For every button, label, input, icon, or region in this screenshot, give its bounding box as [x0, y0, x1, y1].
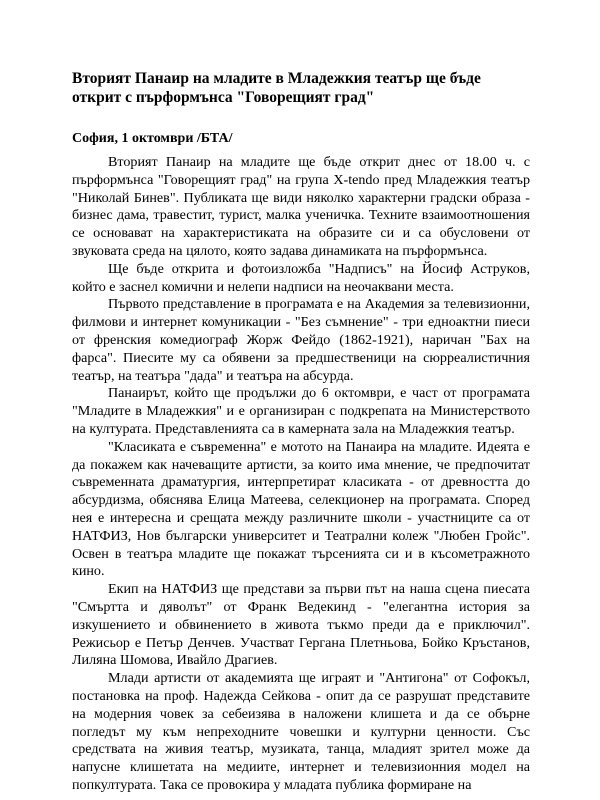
article-paragraph: Ще бъде открита и фотоизложба "Надписъ" на Йосиф Аструков, който е заснел комични и нелепи надписи на неочаквани места. [72, 260, 530, 295]
article-dateline: София, 1 октомври /БТА/ [72, 131, 233, 146]
article-paragraph: Вторият Панаир на младите ще бъде открит днес от 18.00 ч. с пърформънса "Говорещият град" на група X-tendo пред Младежкия театър "Николай Бинев". Публиката ще види няколко характерни градски образа - бизнес дама, травестит, турист, малка ученичка. Техните взаимоотношения се основават на характеристиката на образите си и са обусловени от звуковата среда на цялото, която задава динамиката на пърформънса. [72, 154, 530, 259]
article-paragraph: Първото представление в програмата е на Академия за телевизионни, филмови и интернет комуникации - "Без съмнение" - три едноактни пиеси от френския комедиограф Жорж Фейдо (1862-1921), наричан "Бах на фарса". Пиесите му са обявени за предшественици на сюрреалистичния театър, на театъра "дада" и театъра на абсурда. [72, 296, 530, 384]
article-title: Вторият Панаир на младите в Младежкия театър ще бъде открит с пърформънса "Говорещият град" [72, 70, 481, 106]
article-paragraph: Екип на НАТФИЗ ще представи за първи път на наша сцена пиесата "Смъртта и дяволът" от Франк Ведекинд - "елегантна история за изкушението и обвинението в живота тъкмо преди да е приключил". Режисьор е Петър Денчев. Участват Гергана Плетньова, Бойко Кръстанов, Лиляна Шомова, Ивайло Драгиев. [72, 581, 530, 669]
article-body [72, 154, 530, 795]
article-paragraph: "Класиката е съвременна" е мотото на Панаира на младите. Идеята е да покажем как начеващите артисти, за които има мнение, че предпочитат съвременната драматургия, интерпретират класиката - от древността до абсурдизма, обяснява Елица Матеева, селекционер на програмата. Според нея е интересна и срещата между различните школи - участниците са от НАТФИЗ, Нов български университет и Театрални колеж "Любен Гройс". Освен в театъра младите ще покажат търсенията си и в късометражното кино. [72, 438, 530, 580]
article-paragraph: Млади артисти от академията ще играят и "Антигона" от Софокъл, постановка на проф. Надежда Сейкова - опит да се разрушат представите на модерния човек за себеизява в наложени клишета и да се обърне погледът му към непреходните човешки и културни ценности. Със средствата на живия театър, музиката, танца, младият зрител може да напусне клишетата на медиите, интернет и телевизионния модел на попкултурата. Така се провокира у младата публика формиране на [72, 670, 530, 793]
article-paragraph: Панаирът, който ще продължи до 6 октомври, е част от програмата "Младите в Младежкия" и е организиран с подкрепата на Министерството на културата. Представленията са в камерната зала на Младежкия театър. [72, 385, 530, 437]
